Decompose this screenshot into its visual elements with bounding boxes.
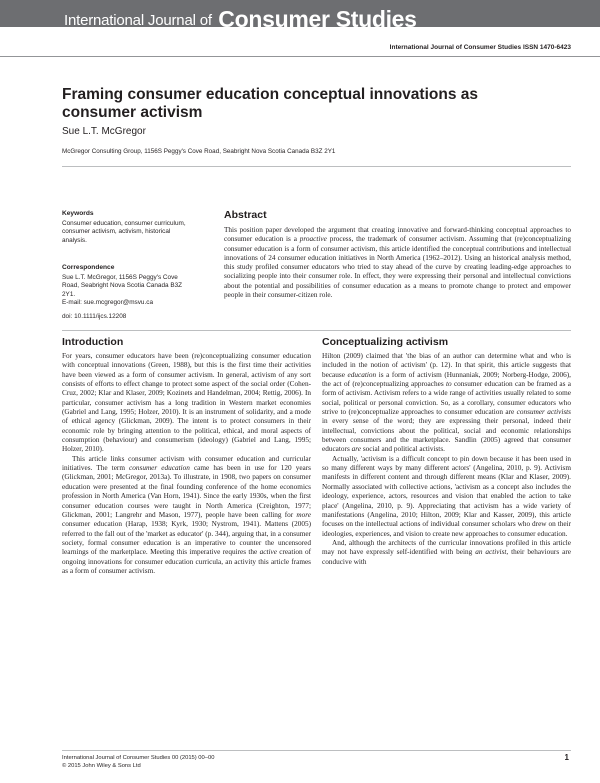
intro-p2-text-a: This article links consumer activism with consumer education and curricular initiatives. The term [62,454,311,473]
abstract-emphasis: proactive [299,235,327,244]
journal-banner-title [64,4,417,31]
doi-line[interactable]: doi: 10.1111/ijcs.12208 [62,313,127,320]
footer-divider [62,750,571,751]
concept-p1-emphasis-3: consumer activists [516,408,571,417]
concept-p1-text-b: is a form of activism (Hunnaniak, 2009; Norberg-Hodge, 2006), the act of (re)conceptualizing approaches [322,370,571,389]
intro-p2-text-c: consumer education (Harap, 1938; Kyrk, 1930; Nystrom, 1941). Mattens (2005) referred to the fall out of the 'market as educator' (p. 344), arguing that, in a consumer society, formal consumer education is an imperative to counter the uncensored learnings of the marketplace. Meeting this imperative requires the [62,520,311,557]
conceptualizing-paragraph-1 [322,352,571,455]
journal-issn-header: International Journal of Consumer Studies ISSN 1470-6423 [389,44,571,51]
introduction-paragraph-2 [62,455,311,576]
concept-p1-text-d: in every sense of the word; they are expressing their personal, indeed their intellectual, convictions about the political, social and economic relationships between consumers and the marketplace. Sandlin (2005) agreed that consumer educators [322,417,571,454]
keywords-block [62,210,194,245]
concept-p3-text-a: And, although the architects of the curricular innovations profiled in this article may not have expressly self-identified with being [322,538,571,557]
introduction-heading: Introduction [62,336,124,348]
intro-p2-emphasis-2: more [296,510,311,519]
journal-banner [0,0,600,32]
concept-p1-emphasis-2: to [445,380,452,389]
article-affiliation: McGregor Consulting Group, 1156S Peggy's Cove Road, Seabright Nova Scotia Canada B3Z 2Y1 [62,148,336,155]
keywords-heading: Keywords [62,210,94,217]
correspondence-block [62,264,194,308]
introduction-paragraph-1: For years, consumer educators have been (re)conceptualizing consumer education with conceptual innovations (Green, 1988), but this is the first time their activities have been viewed as a form of consumer activism. In general, activism of any sort consists of efforts to effect change to protect some aspect of the social order (Cohen-Cruz, 2002; Klar and Klaser, 2009; Kozinets and Handelman, 2004; Rettig, 2006). In particular, consumer activism has a long tradition in Western market economies (Gabriel and Lang, 1995; Holzer, 2010). It is an instrument of solidarity, and a mode of ethical agency (Glickman, 2009). The intent is to protect consumers in their economic role by bringing attention to the political, ethical, and moral aspects of consumption (behaviour) and consumerism (ideology) (Gabriel and Lang, 1995; Holzer, 2010). [62,352,311,454]
abstract-body [224,226,571,300]
journal-banner-title-part2: Consumer Studies [218,6,417,32]
concept-p1-emphasis-1: education [347,370,377,379]
abstract-text-2: process, the trademark of consumer activism. Assuming that (re)conceptualizing consumer education is a form of consumer activism, this article identified the conceptual contributions and intellectual innovations of 24 consumer education initiatives in North America (1962–2012). Using an historical analysis method, this study profiled consumer educators who tried to stay ahead of the curve by creating leading-edge approaches to socializing people into their consumer role. In effect, they were expressing their personal and intellectual convictions about the potential and possibilities of consumer education as a means to promote change to protect and empower people in their consumer-citizen role. [224,235,571,300]
concept-p1-text-e: social and political activists. [361,445,445,454]
conceptualizing-heading: Conceptualizing activism [322,336,449,348]
abstract-text-1: This position paper developed the argument that creating innovative and forward-thinking conceptual approaches to consumer education is a [224,226,571,244]
keywords-text: Consumer education, consumer curriculum, consumer activism, activism, historical analysis. [62,219,186,244]
concept-p1-emphasis-4: are [351,445,361,454]
intro-p2-text-d: creation of ongoing innovations for consumer education curricula, an activity this article frames as a form of consumer activism. [62,548,311,575]
footer-citation-block [62,754,214,770]
intro-p2-emphasis-1: consumer education [129,464,190,473]
concept-p3-text-b: , their behaviours are conducive with [322,548,571,566]
abstract-heading: Abstract [224,209,267,221]
concept-p3-emphasis-1: an activist [475,548,507,557]
intro-p2-emphasis-3: active [259,548,277,557]
page-number: 1 [564,753,569,762]
article-title: Framing consumer education conceptual innovations as consumer activism [62,86,478,121]
article-author: Sue L.T. McGregor [62,126,146,137]
conceptualizing-paragraph-3 [322,539,571,567]
introduction-body [62,352,311,576]
footer-copyright: © 2015 John Wiley & Sons Ltd [62,763,141,769]
correspondence-email[interactable]: E-mail: sue.mcgregor@msvu.ca [62,299,154,307]
conceptualizing-body [322,352,571,567]
intro-p2-text-b: came has been in use for 120 years (Glickman, 2001; McGregor, 2013a). To illustrate, in 1908, two papers on consumer education were presented at the final founding conference of the home economics profession in North America (Van Horn, 1941). Since the early 1930s, when the first consumer education courses were taught in North America (Creighton, 1977; Glickman, 2001; Langrehr and Mason, 1977), people have been calling for [62,464,311,519]
footer-citation: International Journal of Consumer Studies 00 (2015) 00–00 [62,755,215,761]
correspondence-heading: Correspondence [62,264,115,271]
concept-p1-text-a: Hilton (2009) claimed that 'the bias of an author can determine what and who is included in the notion of activism' (p. 12). In that spirit, this article suggests that because [322,352,571,379]
correspondence-text: Sue L.T. McGregor, 1156S Peggy's Cove Road, Seabright Nova Scotia Canada B3Z 2Y1. [62,273,183,298]
abstract-divider [62,330,571,331]
affiliation-divider [62,166,571,167]
conceptualizing-paragraph-2: Actually, 'activism is a difficult concept to pin down because it has been used in so many different ways by many different actors' (Angelina, 2010, p. 9). Activism manifests in different content and through different means (Klar and Klaser, 2009). Normally associated with collective actions, 'activism as a concept also includes the ideology, experience, actors, resources and vision that enabled the action to take place' (Angelina, 2010, p. 9). Appreciating that activism has a wide variety of manifestations (Angelina, 2010; Hilton, 2009; Klar and Kasser, 2009), this article focuses on the intellectual actions of individual consumer scholars who drew on their ideologies, experiences, and vision to create new approaches to consumer education. [322,454,571,538]
concept-p1-text-c: consumer education can be framed as a form of activism. Activism refers to a wide range of activities usually related to some social, political or personal conviction. So, as a corollary, consumer educators who strive to (re)conceptualize approaches to consumer education are [322,380,572,417]
journal-banner-title-part1: International Journal of [64,12,212,29]
header-divider [0,56,600,57]
